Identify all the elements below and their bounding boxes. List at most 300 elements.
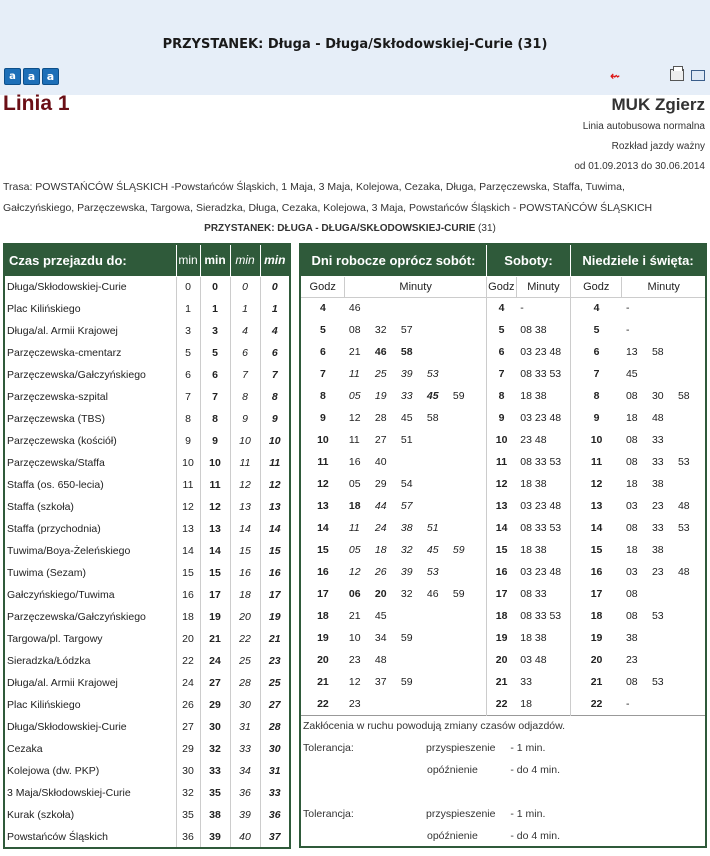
departure-row — [300, 429, 706, 451]
travel-time: 30 — [176, 760, 200, 782]
sunday-minute: 33 — [651, 522, 664, 534]
sunday-minute: 58 — [651, 346, 664, 358]
weekday-hour: 21 — [317, 676, 329, 688]
sunday-minute: 13 — [625, 346, 638, 358]
travel-time: 10 — [176, 452, 200, 474]
travel-time: 9 — [230, 408, 260, 430]
travel-time: 25 — [230, 650, 260, 672]
travel-row — [4, 364, 290, 386]
godz-label: Godz — [571, 276, 622, 297]
departure-row — [300, 363, 706, 385]
weekday-hour: 7 — [320, 368, 326, 380]
travel-time: 12 — [176, 496, 200, 518]
weekday-minutes — [345, 605, 487, 627]
travel-time: 12 — [230, 474, 260, 496]
print-icon[interactable] — [670, 69, 684, 81]
sunday-minute: 38 — [625, 632, 638, 644]
travel-time: 16 — [230, 562, 260, 584]
weekday-minute: 05 — [348, 544, 361, 556]
travel-time: 19 — [260, 606, 290, 628]
sunday-minute: 08 — [625, 390, 638, 402]
weekday-minute: 46 — [348, 302, 361, 315]
delay-value: - do 4 min. — [510, 764, 560, 776]
travel-time: 13 — [260, 496, 290, 518]
spacer — [300, 781, 706, 803]
saturday-hour: 10 — [495, 434, 508, 446]
font-size-large-button[interactable]: a — [42, 68, 59, 85]
accel-value: - 1 min. — [510, 808, 546, 820]
saturday-minutes: 03 23 48 — [516, 341, 570, 363]
weekday-minute: 06 — [348, 588, 361, 600]
travel-row — [4, 496, 290, 518]
saturday-minutes: 03 23 48 — [516, 407, 570, 429]
travel-time: 7 — [230, 364, 260, 386]
saturday-minutes: 18 38 — [516, 627, 570, 649]
travel-time: 11 — [260, 452, 290, 474]
travel-time: 29 — [200, 694, 230, 716]
weekday-minute: 46 — [374, 346, 387, 358]
sunday-hour: 22 — [590, 697, 603, 710]
sunday-minute: 03 — [625, 566, 638, 578]
saturday-minutes: - — [516, 297, 570, 319]
sunday-minute: 08 — [625, 456, 638, 468]
travel-row — [4, 276, 290, 298]
travel-row — [4, 650, 290, 672]
sunday-minutes — [622, 473, 706, 495]
saturday-minutes: 03 23 48 — [516, 495, 570, 517]
travel-stop: Plac Kilińskiego — [4, 694, 176, 716]
operator-name: MUK Zgierz — [611, 95, 705, 114]
travel-time: 24 — [176, 672, 200, 694]
travel-stop: Parzęczewska/Staffa — [4, 452, 176, 474]
travel-time: 11 — [176, 474, 200, 496]
stop-heading-number: (31) — [478, 223, 496, 234]
travel-time: 28 — [230, 672, 260, 694]
weekday-hour: 6 — [320, 346, 326, 358]
travel-row — [4, 320, 290, 342]
travel-time: 20 — [176, 628, 200, 650]
travel-row — [4, 474, 290, 496]
weekday-minutes — [345, 561, 487, 583]
travel-time: 24 — [200, 650, 230, 672]
delay-label: opóźnienie — [427, 829, 478, 842]
travel-time: 35 — [176, 804, 200, 826]
sunday-hour: 13 — [590, 500, 603, 512]
godz-label: Godz — [300, 276, 345, 297]
travel-row — [4, 694, 290, 716]
departure-row — [300, 539, 706, 561]
route-description — [0, 177, 700, 219]
weekday-minutes — [345, 473, 487, 495]
travel-time: 16 — [260, 562, 290, 584]
weekday-minute: 12 — [348, 566, 361, 578]
travel-time: 11 — [200, 474, 230, 496]
sunday-minute: 08 — [625, 610, 638, 622]
sunday-minute: 48 — [677, 500, 690, 512]
weekday-minute: 40 — [374, 456, 387, 468]
sunday-minutes — [622, 407, 706, 429]
sunday-minute: 03 — [625, 500, 638, 512]
travel-time: 15 — [230, 540, 260, 562]
weekday-minute: 18 — [348, 500, 361, 512]
tolerance-label — [300, 803, 496, 825]
sunday-minute: 53 — [651, 610, 664, 622]
weekday-minute: 45 — [426, 544, 439, 556]
weekday-minute: 34 — [374, 632, 387, 644]
sunday-minute: 45 — [625, 368, 638, 380]
sunday-minutes — [622, 297, 706, 319]
saturday-minutes: 08 38 — [516, 319, 570, 341]
weekday-minute: 27 — [374, 434, 387, 446]
sunday-minutes — [622, 649, 706, 671]
travel-time: 6 — [230, 342, 260, 364]
departure-row — [300, 627, 706, 649]
saturday-minutes: 03 23 48 — [516, 561, 570, 583]
weekday-minutes — [345, 297, 487, 319]
weekday-minutes — [345, 451, 487, 473]
weekday-hour: 9 — [320, 412, 326, 424]
weekday-minute: 45 — [426, 390, 439, 402]
travel-time: 19 — [200, 606, 230, 628]
sunday-hour: 10 — [590, 434, 603, 446]
travel-row — [4, 408, 290, 430]
travel-time: 32 — [200, 738, 230, 760]
travel-row — [4, 298, 290, 320]
travel-time: 31 — [230, 716, 260, 738]
godz-label: Godz — [486, 276, 516, 297]
top-bar — [0, 0, 710, 95]
min-col-4: min — [260, 244, 290, 276]
sunday-minute: 33 — [651, 456, 664, 468]
sunday-minute: 18 — [625, 412, 638, 424]
weekday-hour: 18 — [317, 610, 329, 622]
travel-time: 0 — [200, 276, 230, 298]
saturday-minutes: 08 33 — [516, 583, 570, 605]
travel-time: 14 — [200, 540, 230, 562]
sunday-minutes — [622, 451, 706, 473]
sunday-minute: 23 — [625, 654, 638, 666]
travel-time: 22 — [176, 650, 200, 672]
travel-time-table — [3, 243, 291, 849]
travel-row — [4, 672, 290, 694]
saturday-minutes: 08 33 53 — [516, 363, 570, 385]
sunday-minute: 08 — [625, 676, 638, 688]
sunday-minute: 58 — [677, 390, 690, 402]
weekday-minute: 57 — [400, 324, 413, 336]
sunday-minute: 53 — [677, 522, 690, 534]
weekday-minute: 29 — [374, 478, 387, 490]
weekday-minute: 32 — [374, 324, 387, 336]
pdf-icon[interactable]: ⇜ — [610, 69, 621, 83]
travel-time: 14 — [260, 518, 290, 540]
travel-stop: Sieradzka/Łódzka — [4, 650, 176, 672]
travel-time: 14 — [230, 518, 260, 540]
saturday-minutes: 33 — [516, 671, 570, 693]
sunday-minutes — [622, 341, 706, 363]
weekday-minute: 59 — [400, 676, 413, 688]
travel-time: 11 — [230, 452, 260, 474]
sunday-hour: 12 — [590, 478, 603, 490]
valid-label: Rozkład jazdy ważny — [611, 141, 705, 152]
travel-time: 39 — [200, 826, 230, 848]
travel-time: 8 — [260, 386, 290, 408]
accel-label: przyspieszenie — [426, 742, 496, 754]
travel-row — [4, 716, 290, 738]
weekday-minute: 46 — [426, 588, 439, 600]
travel-stop: Parzęczewska (TBS) — [4, 408, 176, 430]
sunday-minute: 48 — [677, 566, 690, 578]
travel-time: 15 — [260, 540, 290, 562]
travel-time: 31 — [260, 760, 290, 782]
weekday-hour: 15 — [317, 544, 329, 556]
weekday-minute: 45 — [400, 412, 413, 424]
weekday-minute: 16 — [348, 456, 361, 468]
min-col-3: min — [230, 244, 260, 276]
weekday-minute: 18 — [374, 544, 387, 556]
weekday-minute: 58 — [426, 412, 439, 424]
sunday-minutes — [622, 561, 706, 583]
travel-row — [4, 562, 290, 584]
weekday-minute: 59 — [452, 544, 465, 556]
weekday-minute: 32 — [400, 588, 413, 600]
travel-time: 33 — [260, 782, 290, 804]
sunday-minutes — [622, 495, 706, 517]
weekday-hour: 12 — [317, 478, 329, 490]
travel-stop: Staffa (os. 650-lecia) — [4, 474, 176, 496]
weekday-minute: 12 — [348, 676, 361, 688]
weekday-minute: 28 — [374, 412, 387, 424]
travel-time: 22 — [230, 628, 260, 650]
weekday-minute: 39 — [400, 368, 413, 380]
saturday-minutes: 18 38 — [516, 539, 570, 561]
minuty-label: Minuty — [516, 276, 570, 297]
travel-time: 40 — [230, 826, 260, 848]
valid-range: od 01.09.2013 do 30.06.2014 — [574, 161, 705, 172]
tolerance-label-text: Tolerancja: — [303, 808, 354, 820]
font-size-small-button[interactable]: a — [4, 68, 21, 85]
stop-heading — [0, 223, 700, 234]
travel-time: 0 — [230, 276, 260, 298]
weekday-minute: 08 — [348, 324, 361, 336]
weekday-minute: 26 — [374, 566, 387, 578]
saturday-minutes: 18 38 — [516, 385, 570, 407]
travel-row — [4, 430, 290, 452]
travel-time: 16 — [176, 584, 200, 606]
weekday-minutes — [345, 517, 487, 539]
minuty-label: Minuty — [345, 276, 487, 297]
travel-time: 27 — [176, 716, 200, 738]
travel-time: 23 — [260, 650, 290, 672]
weekday-minute: 05 — [348, 390, 361, 402]
saturday-hour: 18 — [495, 610, 508, 622]
saturday-header: Soboty: — [486, 244, 570, 276]
saturday-hour: 4 — [498, 302, 505, 315]
sunday-hour: 19 — [590, 632, 603, 644]
weekday-hour: 17 — [317, 588, 329, 600]
weekday-minutes — [345, 583, 487, 605]
travel-stop: Targowa/pl. Targowy — [4, 628, 176, 650]
sunday-minutes — [622, 385, 706, 407]
travel-time: 1 — [260, 298, 290, 320]
saturday-hour: 9 — [498, 412, 505, 424]
travel-time: 13 — [200, 518, 230, 540]
travel-row — [4, 584, 290, 606]
weekday-minute: 37 — [374, 676, 387, 688]
saturday-minutes: 08 33 53 — [516, 517, 570, 539]
weekday-minute: 23 — [348, 654, 361, 666]
travel-time: 6 — [176, 364, 200, 386]
minuty-label: Minuty — [622, 276, 706, 297]
travel-time: 3 — [176, 320, 200, 342]
weekday-minute: 48 — [374, 654, 387, 666]
weekday-minutes — [345, 429, 487, 451]
travel-time: 18 — [230, 584, 260, 606]
saturday-minutes: 18 — [516, 693, 570, 715]
tolerance-label — [300, 737, 496, 759]
sunday-hour: 8 — [593, 390, 600, 402]
font-size-controls — [4, 68, 59, 85]
departure-row — [300, 649, 706, 671]
sunday-hour: 4 — [593, 302, 600, 315]
saturday-hour: 13 — [495, 500, 508, 512]
departures-body — [300, 276, 706, 715]
mail-icon[interactable] — [691, 70, 705, 81]
weekday-minute: 59 — [400, 632, 413, 644]
travel-time: 14 — [176, 540, 200, 562]
travel-row — [4, 518, 290, 540]
travel-time: 3 — [200, 320, 230, 342]
weekday-minute: 19 — [374, 390, 387, 402]
travel-time: 18 — [176, 606, 200, 628]
travel-time: 36 — [260, 804, 290, 826]
sunday-hour: 16 — [590, 566, 603, 578]
departure-row — [300, 319, 706, 341]
weekday-minute: 21 — [348, 346, 361, 358]
saturday-minutes: 08 33 53 — [516, 451, 570, 473]
travel-time: 7 — [260, 364, 290, 386]
accel-label: przyspieszenie — [426, 808, 496, 820]
weekday-minute: 57 — [400, 500, 413, 512]
saturday-hour: 17 — [495, 588, 508, 600]
travel-time: 36 — [230, 782, 260, 804]
weekday-minute: 12 — [348, 412, 361, 424]
notes — [300, 715, 706, 847]
sunday-minute: 08 — [625, 588, 638, 600]
departure-row — [300, 341, 706, 363]
travel-stop: Długa/Skłodowskiej-Curie — [4, 716, 176, 738]
travel-time: 28 — [260, 716, 290, 738]
weekday-minute: 10 — [348, 632, 361, 644]
saturday-hour: 5 — [498, 324, 505, 336]
sunday-minute: 48 — [651, 412, 664, 424]
weekday-minutes — [345, 539, 487, 561]
sunday-hour: 17 — [590, 588, 603, 600]
weekday-hour: 22 — [317, 697, 329, 710]
travel-time: 7 — [200, 386, 230, 408]
sunday-hour: 9 — [593, 412, 600, 424]
travel-time: 4 — [260, 320, 290, 342]
sunday-hour: 7 — [593, 368, 600, 380]
travel-time: 30 — [230, 694, 260, 716]
saturday-minutes: 03 48 — [516, 649, 570, 671]
weekday-header: Dni robocze oprócz sobót: — [300, 244, 486, 276]
min-col-2: min — [200, 244, 230, 276]
sunday-minute: - — [625, 324, 630, 336]
saturday-minutes: 08 33 53 — [516, 605, 570, 627]
travel-row — [4, 804, 290, 826]
travel-time: 7 — [176, 386, 200, 408]
departure-row — [300, 583, 706, 605]
sunday-hour: 20 — [590, 654, 603, 666]
weekday-minute: 11 — [348, 368, 360, 380]
travel-time: 15 — [200, 562, 230, 584]
sunday-minute: 23 — [651, 500, 664, 512]
line-header — [0, 92, 710, 175]
departure-row — [300, 605, 706, 627]
sunday-minute: - — [625, 697, 630, 710]
travel-stop: Kurak (szkoła) — [4, 804, 176, 826]
weekday-minute: 33 — [400, 390, 413, 402]
travel-time: 30 — [260, 738, 290, 760]
travel-stop: Staffa (szkoła) — [4, 496, 176, 518]
travel-time: 20 — [230, 606, 260, 628]
saturday-hour: 22 — [495, 697, 508, 710]
weekday-minute: 20 — [374, 588, 387, 600]
departure-row — [300, 561, 706, 583]
weekday-minute: 24 — [374, 522, 387, 534]
weekday-minute: 38 — [400, 522, 413, 534]
font-size-medium-button[interactable]: a — [23, 68, 40, 85]
sunday-minute: - — [625, 302, 630, 315]
departure-row — [300, 671, 706, 693]
weekday-hour: 10 — [317, 434, 329, 446]
weekday-minutes — [345, 671, 487, 693]
weekday-minute: 23 — [348, 697, 361, 710]
travel-body — [4, 276, 290, 848]
travel-stop: Tuwima/Boya-Żeleńskiego — [4, 540, 176, 562]
sunday-hour: 11 — [590, 456, 603, 468]
weekday-hour: 13 — [317, 500, 329, 512]
weekday-minutes — [345, 407, 487, 429]
toolbar — [610, 69, 705, 83]
travel-time: 8 — [176, 408, 200, 430]
sunday-minute: 33 — [651, 434, 664, 446]
weekday-hour: 8 — [320, 390, 326, 402]
sunday-minutes — [622, 693, 706, 715]
travel-stop: Cezaka — [4, 738, 176, 760]
weekday-minutes — [345, 627, 487, 649]
travel-stop: Parzęczewska-szpital — [4, 386, 176, 408]
travel-time: 36 — [176, 826, 200, 848]
sunday-minute: 08 — [625, 522, 638, 534]
travel-time: 10 — [260, 430, 290, 452]
travel-time: 26 — [176, 694, 200, 716]
weekday-hour: 4 — [320, 302, 326, 315]
sunday-minutes — [622, 627, 706, 649]
travel-row — [4, 386, 290, 408]
saturday-hour: 8 — [498, 390, 505, 402]
departure-row — [300, 473, 706, 495]
saturday-hour: 7 — [498, 368, 505, 380]
travel-time: 10 — [230, 430, 260, 452]
travel-time: 12 — [200, 496, 230, 518]
sunday-minutes — [622, 583, 706, 605]
disruption-note: Zakłócenia w ruchu powodują zmiany czasów odjazdów. — [300, 715, 706, 737]
departure-row — [300, 407, 706, 429]
travel-time: 33 — [230, 738, 260, 760]
departure-row — [300, 693, 706, 715]
travel-header: Czas przejazdu do: — [4, 244, 176, 276]
